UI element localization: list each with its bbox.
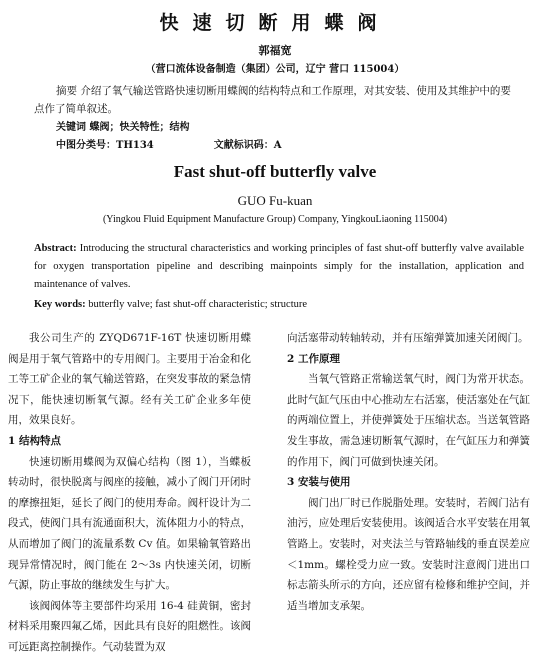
chinese-affiliation: （营口流体设备制造（集团）公司，辽宁 营口 115004） (145, 64, 405, 75)
english-keywords-label: Key words: (34, 299, 86, 310)
english-abstract-label: Abstract: (34, 243, 77, 254)
section-heading-installation: 3 安装与使用 (287, 476, 351, 489)
chinese-title: 快速切断用蝶阀 (159, 12, 391, 34)
section-heading-structure: 1 结构特点 (8, 434, 61, 447)
structure-paragraph: 快速切断用蝶阀为双偏心结构（图 1），当蝶板转动时，很快脱离与阀座的接触，减小了阀门开闭时的摩擦扭矩，延长了阀门的使用寿命。阀杆设计为二段式，使阀门具有流通面积大，流体阻力小的特点，从而增加了阀门的流量系数 Cv 值。如果输氧管路出现异常情况时，阀门能在 2～3s 内快速关闭，切断气源，防止事故的继续发生与扩大。 (8, 455, 251, 592)
installation-paragraph: 阀门出厂时已作脱脂处理。安装时，若阀门沾有油污，应处理后安装使用。该阀适合水平安装在用氧管路上。安装时，对夹法兰与管路轴线的垂直误差应＜1mm。螺栓受力应一致。安装时注意阀门进出口标志箭头所示的方向，还应留有检修和维护空间，并适当增加支承架。 (287, 496, 530, 612)
english-keywords (34, 296, 524, 314)
clc-number: 中图分类号：TH134 (56, 140, 154, 151)
classification-line (56, 136, 456, 151)
section-heading-principle: 2 工作原理 (287, 352, 340, 365)
intro-paragraph: 我公司生产的 ZYQD671F-16T 快速切断用蝶阀是用于氧气管路中的专用阀门。主要用于冶金和化工等工矿企业的氧气输送管路，在突发事故的紧急情况下，能快速切断氧气源。经有关工矿企业多年使用，效果良好。 (8, 332, 251, 427)
document-code: 文献标识码：A (213, 140, 282, 151)
chinese-author: 郭福宽 (258, 44, 292, 57)
english-title: Fast shut-off butterfly valve (173, 162, 377, 181)
chinese-keywords: 关键词 蝶阀；快关特性；结构 (56, 122, 190, 133)
body-left-column (8, 328, 251, 658)
english-abstract (34, 240, 524, 294)
english-affiliation: (Yingkou Fluid Equipment Manufacture Group) Company, YingkouLiaoning 115004) (102, 214, 448, 225)
continuation-paragraph: 向活塞带动转轴转动，并有压缩弹簧加速关闭阀门。 (287, 332, 529, 344)
english-author: GUO Fu-kuan (237, 193, 313, 208)
material-paragraph: 该阀阀体等主要部件均采用 16-4 硅黄铜，密封材料采用聚四氟乙烯，因此具有良好的阻燃性。该阀可远距离控制操作。气动装置为双 (8, 599, 251, 653)
body-right-column (287, 328, 530, 616)
english-keywords-text: butterfly valve; fast shut-off characteristic; structure (85, 299, 308, 310)
english-abstract-text: Introducing the structural characteristics and working principles of fast shut-off butterfly valve available for oxygen transportation pipeline and describing mainpoints simply for the installation, application and maintenance of valves. (34, 243, 524, 290)
principle-paragraph: 当氧气管路正常输送氧气时，阀门为常开状态。此时气缸气压由中心推动左右活塞，使活塞处在气缸的两端位置上，并使弹簧处于压缩状态。当送氧管路发生事故，需急速切断氧气源时，在气缸压力和弹簧的作用下，阀门可做到快速关闭。 (287, 373, 530, 468)
chinese-abstract: 摘要 介绍了氧气输送管路快速切断用蝶阀的结构特点和工作原理，对其安装、使用及其维护中的要点作了简单叙述。 (34, 85, 511, 115)
